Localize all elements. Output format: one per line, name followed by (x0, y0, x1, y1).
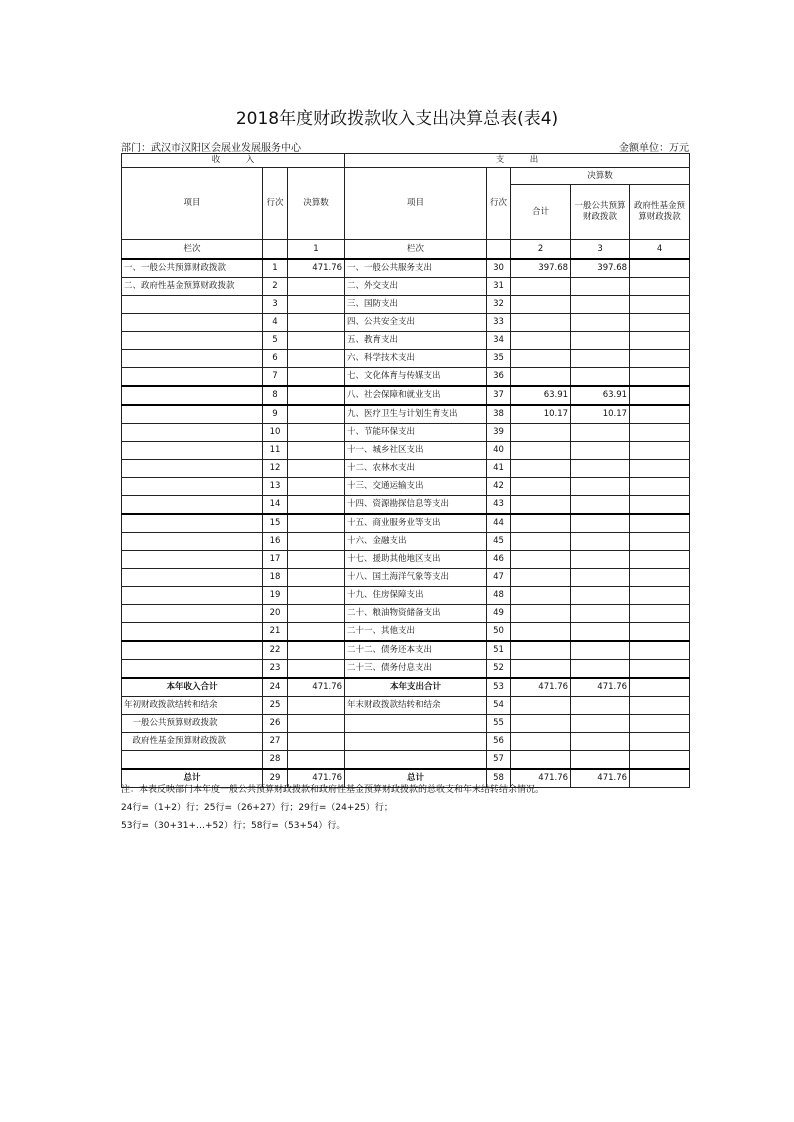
table-row (122, 442, 690, 460)
expense-line-no: 48 (487, 587, 511, 605)
income-line-no: 17 (263, 551, 288, 569)
expense-gov-fund (630, 460, 690, 478)
expense-gov-fund (630, 551, 690, 569)
expense-gov-fund (630, 697, 690, 715)
income-line-no: 12 (263, 460, 288, 478)
department-label: 部门：武汉市汉阳区会展业发展服务中心 (121, 143, 301, 154)
expense-item: 十、节能环保支出 (345, 424, 487, 442)
income-line-no: 29 (263, 769, 288, 788)
income-line-no: 16 (263, 533, 288, 551)
expense-general-budget (571, 478, 630, 496)
table-row (122, 697, 690, 715)
expense-total (511, 460, 571, 478)
income-item (122, 478, 263, 496)
income-line-no: 13 (263, 478, 288, 496)
expense-total (511, 424, 571, 442)
expense-line-no: 33 (487, 314, 511, 332)
lanci-label-right: 栏次 (345, 240, 487, 260)
income-amount (288, 605, 345, 623)
table-row (122, 332, 690, 350)
expense-line-no: 57 (487, 751, 511, 770)
unit-label: 金额单位：万元 (619, 143, 689, 154)
expense-gov-fund (630, 751, 690, 770)
table-row (122, 751, 690, 770)
expense-total (511, 533, 571, 551)
expense-general-budget (571, 314, 630, 332)
income-line-no: 6 (263, 350, 288, 368)
lanci-empty (263, 240, 288, 260)
gov-fund-header: 政府性基金预算财政拨款 (630, 185, 690, 240)
expense-general-budget (571, 715, 630, 733)
expense-item: 八、社会保障和就业支出 (345, 386, 487, 405)
expense-line-no: 36 (487, 368, 511, 387)
lanci-label-left: 栏次 (122, 240, 263, 260)
note-line: 24行=（1+2）行；25行=（26+27）行；29行=（24+25）行； (121, 803, 393, 813)
income-amount (288, 386, 345, 405)
item2-header: 项目 (345, 168, 487, 240)
expense-item: 十九、住房保障支出 (345, 587, 487, 605)
expense-gov-fund (630, 769, 690, 788)
income-item (122, 332, 263, 350)
expense-general-budget (571, 514, 630, 533)
expense-gov-fund (630, 259, 690, 278)
table-row (122, 569, 690, 587)
income-line-no: 9 (263, 405, 288, 424)
expense-gov-fund (630, 424, 690, 442)
income-line-no: 10 (263, 424, 288, 442)
expense-line-no: 30 (487, 259, 511, 278)
table-row (122, 460, 690, 478)
table-row (122, 259, 690, 278)
expense-general-budget (571, 350, 630, 368)
income-amount (288, 641, 345, 660)
income-item (122, 533, 263, 551)
table-row (122, 551, 690, 569)
income-amount: 471.76 (288, 769, 345, 788)
income-amount (288, 533, 345, 551)
expense-total (511, 368, 571, 387)
expense-line-no: 31 (487, 278, 511, 296)
expense-line-no: 35 (487, 350, 511, 368)
expense-total (511, 697, 571, 715)
income-item: 总计 (122, 769, 263, 788)
income-item: 本年收入合计 (122, 678, 263, 697)
table-row (122, 733, 690, 751)
table-row (122, 496, 690, 515)
expense-gov-fund (630, 332, 690, 350)
table-row (122, 386, 690, 405)
expense-item: 十二、农林水支出 (345, 460, 487, 478)
income-line-no: 11 (263, 442, 288, 460)
income-item: 年初财政拨款结转和结余 (122, 697, 263, 715)
expense-line-no: 50 (487, 623, 511, 642)
income-line-no: 2 (263, 278, 288, 296)
income-item: 一、一般公共预算财政拨款 (122, 259, 263, 278)
income-line-no: 22 (263, 641, 288, 660)
table-row (122, 660, 690, 679)
expense-total (511, 641, 571, 660)
table-row (122, 514, 690, 533)
expense-total (511, 587, 571, 605)
expense-item: 六、科学技术支出 (345, 350, 487, 368)
expense-item (345, 715, 487, 733)
income-line-no: 24 (263, 678, 288, 697)
expense-general-budget: 10.17 (571, 405, 630, 424)
income-line-no: 28 (263, 751, 288, 770)
income-header: 收 入 (122, 154, 345, 168)
income-item: 二、政府性基金预算财政拨款 (122, 278, 263, 296)
expense-item: 十七、援助其他地区支出 (345, 551, 487, 569)
expense-item: 十六、金融支出 (345, 533, 487, 551)
income-amount (288, 405, 345, 424)
income-amount (288, 314, 345, 332)
expense-general-budget (571, 332, 630, 350)
income-item (122, 514, 263, 533)
expense-gov-fund (630, 478, 690, 496)
expense-gov-fund (630, 587, 690, 605)
expense-line-no: 52 (487, 660, 511, 679)
income-amount (288, 460, 345, 478)
expense-gov-fund (630, 368, 690, 387)
income-amount (288, 278, 345, 296)
expense-header: 支 出 (345, 154, 690, 168)
expense-gov-fund (630, 296, 690, 314)
expense-item: 十四、资源勘探信息等支出 (345, 496, 487, 515)
line-no2-header: 行次 (487, 168, 511, 240)
income-line-no: 8 (263, 386, 288, 405)
expense-total (511, 605, 571, 623)
expense-item: 四、公共安全支出 (345, 314, 487, 332)
income-item: 一般公共预算财政拨款 (122, 715, 263, 733)
expense-general-budget (571, 551, 630, 569)
expense-general-budget: 397.68 (571, 259, 630, 278)
expense-general-budget: 63.91 (571, 386, 630, 405)
expense-total (511, 733, 571, 751)
income-amount (288, 496, 345, 515)
expense-line-no: 47 (487, 569, 511, 587)
expense-item: 一、一般公共服务支出 (345, 259, 487, 278)
income-amount: 471.76 (288, 259, 345, 278)
income-amount (288, 697, 345, 715)
income-amount (288, 478, 345, 496)
expense-total: 471.76 (511, 769, 571, 788)
income-item (122, 296, 263, 314)
expense-gov-fund (630, 678, 690, 697)
income-item (122, 386, 263, 405)
expense-item: 二十三、债务付息支出 (345, 660, 487, 679)
expense-general-budget (571, 460, 630, 478)
table-row (122, 368, 690, 387)
expense-total (511, 314, 571, 332)
income-amount (288, 442, 345, 460)
table-row (122, 350, 690, 368)
expense-general-budget (571, 296, 630, 314)
expense-total: 471.76 (511, 678, 571, 697)
table-row (122, 405, 690, 424)
income-line-no: 27 (263, 733, 288, 751)
expense-total (511, 660, 571, 679)
expense-item: 本年支出合计 (345, 678, 487, 697)
income-item: 政府性基金预算财政拨款 (122, 733, 263, 751)
table-row (122, 678, 690, 697)
expense-gov-fund (630, 605, 690, 623)
expense-general-budget (571, 569, 630, 587)
expense-gov-fund (630, 733, 690, 751)
income-amount (288, 332, 345, 350)
expense-line-no: 32 (487, 296, 511, 314)
expense-item: 五、教育支出 (345, 332, 487, 350)
expense-item: 二、外交支出 (345, 278, 487, 296)
expense-gov-fund (630, 715, 690, 733)
expense-total: 10.17 (511, 405, 571, 424)
expense-line-no: 49 (487, 605, 511, 623)
income-line-no: 18 (263, 569, 288, 587)
expense-general-budget (571, 278, 630, 296)
income-amount (288, 715, 345, 733)
income-line-no: 23 (263, 660, 288, 679)
expense-total (511, 332, 571, 350)
lanci-col2: 2 (511, 240, 571, 260)
table-row (122, 424, 690, 442)
expense-line-no: 46 (487, 551, 511, 569)
expense-item: 年末财政拨款结转和结余 (345, 697, 487, 715)
expense-item: 十三、交通运输支出 (345, 478, 487, 496)
expense-line-no: 43 (487, 496, 511, 515)
income-line-no: 7 (263, 368, 288, 387)
income-line-no: 5 (263, 332, 288, 350)
expense-gov-fund (630, 533, 690, 551)
table-row (122, 641, 690, 660)
income-amount (288, 623, 345, 642)
expense-item: 七、文化体育与传媒支出 (345, 368, 487, 387)
expense-general-budget (571, 697, 630, 715)
income-amount: 471.76 (288, 678, 345, 697)
income-item (122, 496, 263, 515)
expense-total (511, 442, 571, 460)
income-amount (288, 350, 345, 368)
income-amount (288, 368, 345, 387)
lanci-empty (487, 240, 511, 260)
income-item (122, 442, 263, 460)
income-amount (288, 733, 345, 751)
table-row (122, 278, 690, 296)
expense-gov-fund (630, 641, 690, 660)
income-line-no: 21 (263, 623, 288, 642)
income-item (122, 350, 263, 368)
table-row (122, 715, 690, 733)
expense-gov-fund (630, 405, 690, 424)
expense-general-budget (571, 496, 630, 515)
expense-item: 二十二、债务还本支出 (345, 641, 487, 660)
income-item (122, 460, 263, 478)
expense-item (345, 733, 487, 751)
expense-item: 三、国防支出 (345, 296, 487, 314)
note-line: 53行=（30+31+…+52）行；58行=（53+54）行。 (121, 821, 346, 831)
table-row (122, 314, 690, 332)
expense-gov-fund (630, 386, 690, 405)
expense-gov-fund (630, 514, 690, 533)
expense-total (511, 478, 571, 496)
expense-gov-fund (630, 623, 690, 642)
table-row (122, 587, 690, 605)
expense-gov-fund (630, 496, 690, 515)
expense-total (511, 551, 571, 569)
income-item (122, 368, 263, 387)
income-item (122, 751, 263, 770)
expense-line-no: 40 (487, 442, 511, 460)
expense-general-budget (571, 751, 630, 770)
expense-total (511, 623, 571, 642)
expense-gov-fund (630, 442, 690, 460)
expense-line-no: 45 (487, 533, 511, 551)
income-line-no: 1 (263, 259, 288, 278)
expense-general-budget (571, 533, 630, 551)
income-amount (288, 569, 345, 587)
lanci-col4: 4 (630, 240, 690, 260)
expense-gov-fund (630, 278, 690, 296)
expense-total (511, 569, 571, 587)
income-item (122, 424, 263, 442)
expense-line-no: 34 (487, 332, 511, 350)
expense-general-budget (571, 368, 630, 387)
income-line-no: 26 (263, 715, 288, 733)
expense-total (511, 514, 571, 533)
income-item (122, 605, 263, 623)
expense-item: 二十一、其他支出 (345, 623, 487, 642)
item-header: 项目 (122, 168, 263, 240)
income-item (122, 587, 263, 605)
expense-general-budget: 471.76 (571, 678, 630, 697)
income-amount (288, 587, 345, 605)
income-line-no: 25 (263, 697, 288, 715)
lanci-col1: 1 (288, 240, 345, 260)
expense-line-no: 53 (487, 678, 511, 697)
income-line-no: 14 (263, 496, 288, 515)
expense-item: 十一、城乡社区支出 (345, 442, 487, 460)
income-item (122, 623, 263, 642)
expense-line-no: 54 (487, 697, 511, 715)
expense-line-no: 51 (487, 641, 511, 660)
income-line-no: 15 (263, 514, 288, 533)
expense-general-budget (571, 641, 630, 660)
expense-line-no: 39 (487, 424, 511, 442)
income-amount (288, 296, 345, 314)
general-budget-header: 一般公共预算财政拨款 (571, 185, 630, 240)
note-line: 注：本表反映部门本年度一般公共预算财政拨款和政府性基金预算财政拨款的总收支和年末结转结余情况。 (121, 785, 545, 795)
income-item (122, 314, 263, 332)
income-line-no: 20 (263, 605, 288, 623)
expense-general-budget (571, 587, 630, 605)
expense-gov-fund (630, 314, 690, 332)
expense-gov-fund (630, 660, 690, 679)
expense-line-no: 37 (487, 386, 511, 405)
income-amount (288, 551, 345, 569)
income-line-no: 19 (263, 587, 288, 605)
expense-line-no: 38 (487, 405, 511, 424)
expense-line-no: 42 (487, 478, 511, 496)
expense-general-budget (571, 605, 630, 623)
expense-total (511, 350, 571, 368)
expense-line-no: 58 (487, 769, 511, 788)
final-account-header: 决算数 (511, 168, 690, 185)
expense-general-budget (571, 442, 630, 460)
expense-general-budget (571, 623, 630, 642)
page-title: 2018年度财政拨款收入支出决算总表(表4) (235, 109, 559, 129)
income-amount (288, 514, 345, 533)
expense-item: 十八、国土海洋气象等支出 (345, 569, 487, 587)
expense-total (511, 496, 571, 515)
income-item (122, 405, 263, 424)
expense-general-budget (571, 733, 630, 751)
income-item (122, 551, 263, 569)
expense-general-budget (571, 660, 630, 679)
expense-total (511, 715, 571, 733)
expense-item: 十五、商业服务业等支出 (345, 514, 487, 533)
expense-item (345, 751, 487, 770)
expense-line-no: 41 (487, 460, 511, 478)
final-amount-header: 决算数 (288, 168, 345, 240)
expense-line-no: 56 (487, 733, 511, 751)
expense-total: 397.68 (511, 259, 571, 278)
income-amount (288, 751, 345, 770)
table-row (122, 623, 690, 642)
income-item (122, 660, 263, 679)
expense-item: 二十、粮油物资储备支出 (345, 605, 487, 623)
expense-total: 63.91 (511, 386, 571, 405)
income-item (122, 569, 263, 587)
table-row (122, 296, 690, 314)
expense-gov-fund (630, 350, 690, 368)
lanci-col3: 3 (571, 240, 630, 260)
total-header: 合计 (511, 185, 571, 240)
expense-item: 九、医疗卫生与计划生育支出 (345, 405, 487, 424)
income-item (122, 641, 263, 660)
expense-gov-fund (630, 569, 690, 587)
table-row (122, 478, 690, 496)
finance-table (121, 153, 690, 788)
expense-general-budget: 471.76 (571, 769, 630, 788)
line-no-header: 行次 (263, 168, 288, 240)
table-row (122, 605, 690, 623)
expense-total (511, 296, 571, 314)
income-amount (288, 424, 345, 442)
expense-total (511, 751, 571, 770)
expense-general-budget (571, 424, 630, 442)
income-line-no: 3 (263, 296, 288, 314)
expense-item: 总计 (345, 769, 487, 788)
expense-total (511, 278, 571, 296)
expense-line-no: 44 (487, 514, 511, 533)
income-amount (288, 660, 345, 679)
notes (121, 781, 544, 835)
table-row (122, 533, 690, 551)
expense-line-no: 55 (487, 715, 511, 733)
income-line-no: 4 (263, 314, 288, 332)
